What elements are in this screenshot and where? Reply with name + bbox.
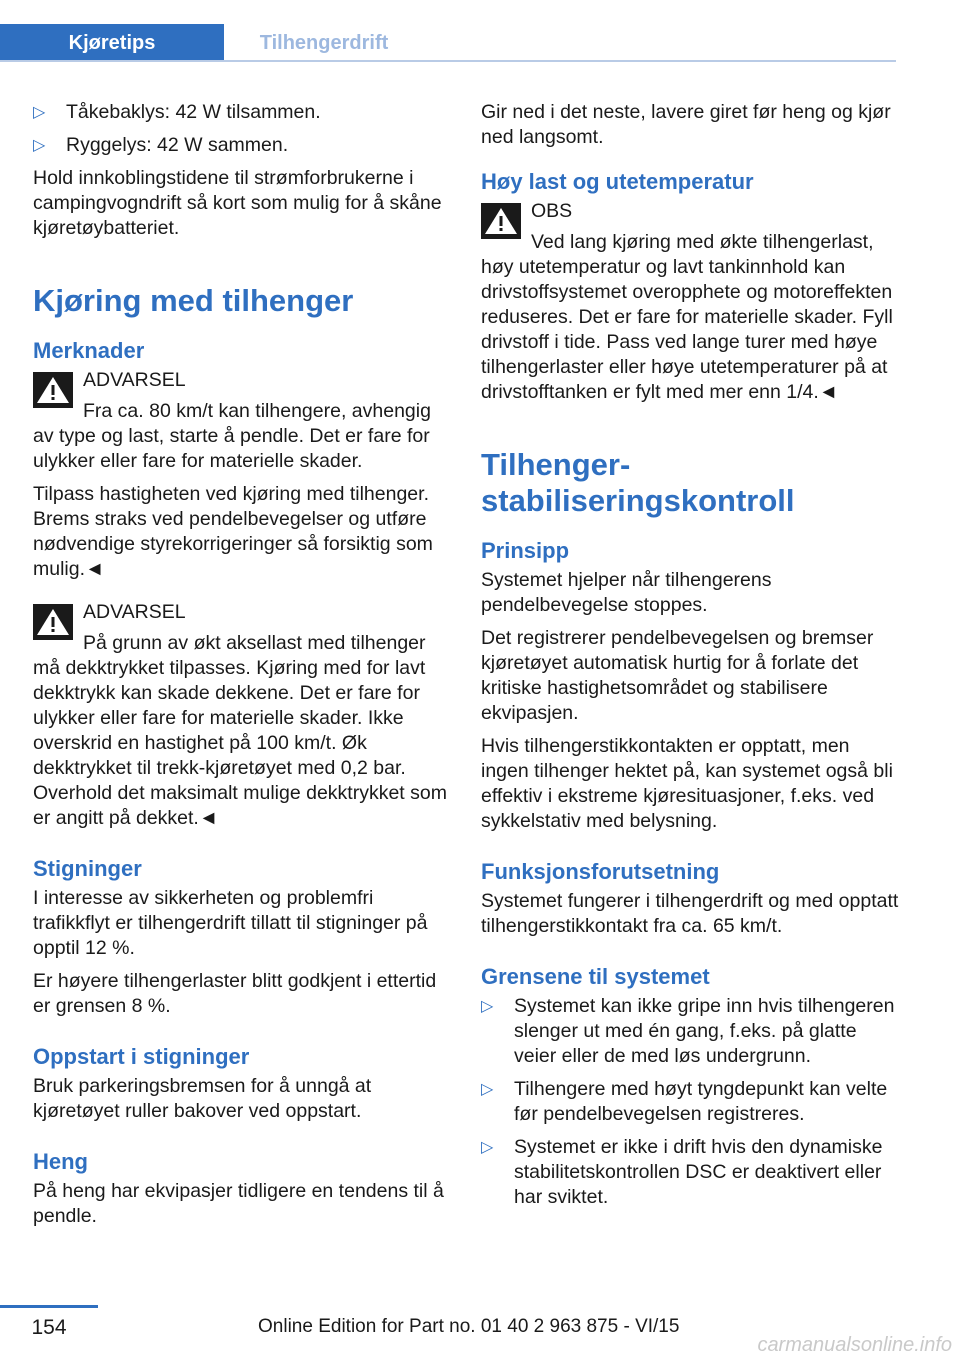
list-item: ▷ Ryggelys: 42 W sammen. (33, 134, 289, 156)
caution-title: OBS (531, 200, 573, 222)
paragraph: Tilpass hastigheten ved kjøring med tilhenger. Brems straks ved pendelbevegelser og utføre nødvendige styrekorrigeringer så forsiktig som mulig.◄ (33, 483, 433, 580)
bullet-list (481, 994, 899, 1210)
watermark: carmanualsonline.info (757, 1334, 952, 1356)
paragraph: Hvis tilhengerstikkontakten er opptatt, men ingen tilhenger hektet på, kan systemet også bli effektiv i ekstreme kjøresituasjoner, f.eks. ved sykkelstativ med belysning. (481, 735, 893, 832)
subheading-grensene: Grensene til systemet (481, 964, 710, 989)
warning-title: ADVARSEL (83, 601, 186, 623)
paragraph: I interesse av sikkerheten og problemfri trafikkflyt er tilhengerdrift tillatt til stigninger på opptil 12 %. (33, 887, 428, 959)
paragraph: Er høyere tilhengerlaster blitt godkjent i ettertid er grensen 8 %. (33, 970, 437, 1017)
list-item: ▷ Systemet er ikke i drift hvis den dynamiske stabilitetskontrollen DSC er deaktivert eller har sviktet. (481, 1136, 883, 1208)
paragraph: Hold innkoblingstidene til strømforbrukerne i campingvogndrift så kort som mulig for å skåne kjøretøybatteriet. (33, 167, 442, 239)
paragraph: Systemet hjelper når tilhengerens pendelbevegelse stoppes. (481, 569, 772, 616)
paragraph: Det registrerer pendelbevegelsen og bremser kjøretøyet automatisk hurtig for å forlate det kritiske hastighetsområdet og stabilisere ekvipasjen. (481, 627, 874, 724)
caution-block (481, 199, 899, 405)
edition-text: Online Edition for Part no. 01 40 2 963 875 - VI/15 (258, 1316, 680, 1337)
right-column (481, 100, 899, 1218)
paragraph: Bruk parkeringsbremsen for å unngå at kjøretøyet ruller bakover ved oppstart. (33, 1075, 372, 1122)
paragraph: På heng har ekvipasjer tidligere en tendens til å pendle. (33, 1180, 444, 1227)
warning-triangle-icon (33, 604, 73, 640)
page-number: 154 (31, 1316, 67, 1339)
warning-triangle-icon (33, 372, 73, 408)
warning-triangle-icon (481, 203, 521, 239)
warning-title: ADVARSEL (83, 369, 186, 391)
subheading-oppstart: Oppstart i stigninger (33, 1044, 250, 1069)
warning-text: På grunn av økt aksellast med tilhenger må dekktrykket tilpasses. Kjøring med for lavt dekktrykk kan skade dekkene. Det er fare for ulykker eller fare for materielle skader. Ikke overskrid en hastighet på 100 km/t. Øk dekktrykket til trekk-kjøretøyet med 0,2 bar. Overhold det maksimalt mulige dekktrykket som er angitt på dekket.◄ (33, 632, 447, 829)
triangle-bullet-icon: ▷ (481, 1139, 494, 1156)
bullet-list (33, 100, 451, 158)
page-header (0, 0, 960, 64)
triangle-bullet-icon: ▷ (481, 998, 494, 1015)
list-item: ▷ Tilhengere med høyt tyngdepunkt kan velte før pendelbevegelsen registreres. (481, 1078, 888, 1125)
tab-kjoretips[interactable]: Kjøretips (0, 24, 224, 62)
triangle-bullet-icon: ▷ (33, 137, 46, 154)
triangle-bullet-icon: ▷ (33, 104, 46, 121)
paragraph: Gir ned i det neste, lavere giret før heng og kjør ned langsomt. (481, 101, 891, 148)
left-column (33, 100, 451, 1237)
warning-text: Fra ca. 80 km/t kan tilhengere, avhengig av type og last, starte å pendle. Det er fare for ulykker eller fare for materielle skader. (33, 400, 431, 472)
subheading-prinsipp: Prinsipp (481, 538, 570, 563)
subheading-merknader: Merknader (33, 338, 145, 363)
subheading-hoy-last: Høy last og utetemperatur (481, 169, 754, 194)
subheading-funksjon: Funksjonsforutsetning (481, 859, 720, 884)
header-divider (0, 60, 896, 62)
warning-block (33, 368, 451, 474)
list-item: ▷ Tåkebaklys: 42 W tilsammen. (33, 101, 321, 123)
footer-divider (0, 1305, 98, 1308)
warning-block (33, 600, 451, 831)
subheading-stigninger: Stigninger (33, 856, 142, 881)
triangle-bullet-icon: ▷ (481, 1081, 494, 1098)
list-item: ▷ Systemet kan ikke gripe inn hvis tilhengeren slenger ut med én gang, f.eks. på glatte veier eller de med løs undergrunn. (481, 995, 895, 1067)
section-title: Tilhenger-stabiliseringskontroll (481, 447, 795, 518)
tab-tilhengerdrift[interactable]: Tilhengerdrift (259, 31, 389, 54)
caution-text: Ved lang kjøring med økte tilhengerlast, høy utetemperatur og lavt tankinnhold kan drivstoffsystemet overopphete og motoreffekten reduseres. Det er fare for materielle skader. Fyll drivstoff i tide. Pass ved lange turer med høye tilhengerlaster eller høye utetemperaturer på at drivstofftanken er fylt med mer enn 1/4.◄ (481, 231, 893, 403)
section-title: Kjøring med tilhenger (33, 283, 354, 318)
subheading-heng: Heng (33, 1149, 88, 1174)
paragraph: Systemet fungerer i tilhengerdrift og med opptatt tilhengerstikkontakt fra ca. 65 km/t. (481, 890, 899, 937)
